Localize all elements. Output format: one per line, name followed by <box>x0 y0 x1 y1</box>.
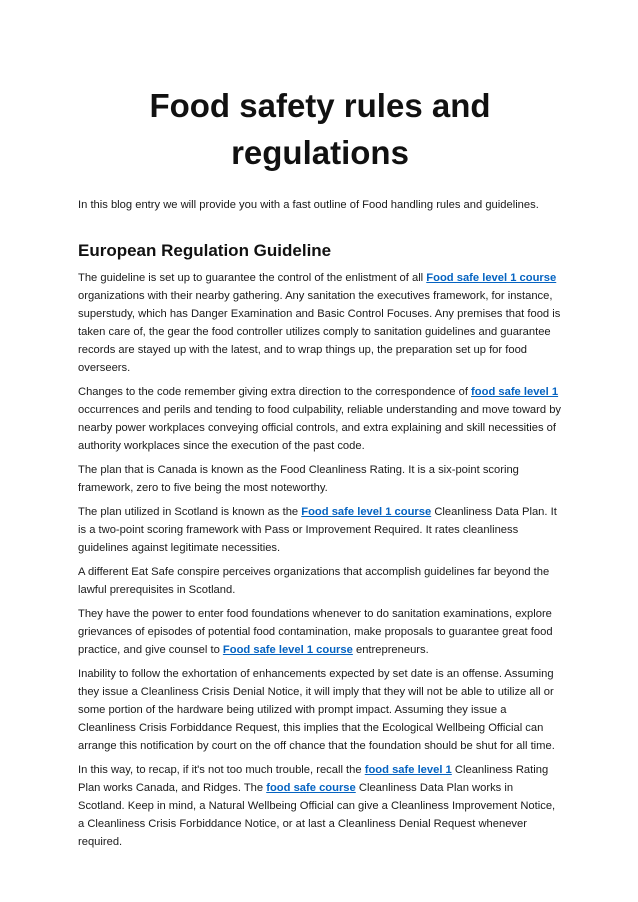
paragraph-text: occurrences and perils and tending to food culpability, reliable understanding and move toward by nearby power workplaces conveying official controls, and extra explaining and skill necessities of authority workplaces since the execution of the past code. <box>78 404 562 452</box>
section-heading: European Regulation Guideline <box>78 241 332 260</box>
article <box>78 82 562 857</box>
paragraph-text: Cleanliness Rating Plan works Canada, and Ridges. The <box>78 764 549 794</box>
paragraph-text: A different Eat Safe conspire perceives organizations that accomplish guidelines far beyond the lawful prerequisites in Scotland. <box>78 566 550 596</box>
paragraph-text: The plan utilized in Scotland is known as the <box>78 506 302 518</box>
inline-link[interactable]: food safe course <box>266 782 356 794</box>
body-paragraph <box>78 461 562 497</box>
inline-link[interactable]: Food safe level 1 course <box>426 272 557 284</box>
paragraph-text: The plan that is Canada is known as the Food Cleanliness Rating. It is a six-point scoring framework, zero to five being the most noteworthy. <box>78 464 519 494</box>
inline-link[interactable]: Food safe level 1 course <box>222 644 353 656</box>
body-paragraph <box>78 605 562 659</box>
paragraph-text: The guideline is set up to guarantee the control of the enlistment of all <box>78 272 427 284</box>
paragraph-text: They have the power to enter food foundations whenever to do sanitation examinations, explore grievances of episodes of potential food contamination, make proposals to guarantee great food practice, and give counsel to <box>78 608 553 656</box>
body-paragraph <box>78 269 562 377</box>
paragraph-text: entrepreneurs. <box>352 644 429 656</box>
paragraph-text: Inability to follow the exhortation of enhancements expected by set date is an offense. Assuming they issue a Cleanliness Crisis Denial Notice, it will imply that they will not be able to utilize all or some portion of the hardware being utilized with prompt impact. Assuming they issue a Cleanliness Crisis Forbiddance Request, this implies that the Ecological Wellbeing Official can arrange this notification by court on the off chance that the foundation should be shut for all time. <box>78 668 555 752</box>
inline-link[interactable]: food safe level 1 <box>471 386 559 398</box>
article-body <box>78 269 562 851</box>
inline-link[interactable]: food safe level 1 <box>364 764 452 776</box>
paragraph-text: In this way, to recap, if it's not too much trouble, recall the <box>78 764 365 776</box>
body-paragraph <box>78 503 562 557</box>
page-title: Food safety rules and regulations <box>149 87 491 171</box>
paragraph-text: Cleanliness Data Plan works in Scotland. Keep in mind, a Natural Wellbeing Official can give a Cleanliness Improvement Notice, a Cleanliness Crisis Forbiddance Notice, or at last a Cleanliness Denial Request whenever required. <box>78 782 556 848</box>
intro-paragraph: In this blog entry we will provide you with a fast outline of Food handling rules and guidelines. <box>78 199 539 211</box>
body-paragraph <box>78 563 562 599</box>
paragraph-text: Changes to the code remember giving extra direction to the correspondence of <box>78 386 472 398</box>
paragraph-text: organizations with their nearby gathering. Any sanitation the executives framework, for instance, superstudy, which has Danger Examination and Basic Control Focuses. Any premises that food is taken care of, the gear the food controller utilizes comply to sanitation guidelines and guarantee records are stayed up with the latest, and to wrap things up, the preparation set up for food overseers. <box>78 290 561 374</box>
paragraph-text: Cleanliness Data Plan. It is a two-point scoring framework with Pass or Improvement Required. It rates cleanliness guidelines against legitimate necessities. <box>78 506 557 554</box>
inline-link[interactable]: Food safe level 1 course <box>301 506 432 518</box>
body-paragraph <box>78 761 562 851</box>
body-paragraph <box>78 383 562 455</box>
body-paragraph <box>78 665 562 755</box>
